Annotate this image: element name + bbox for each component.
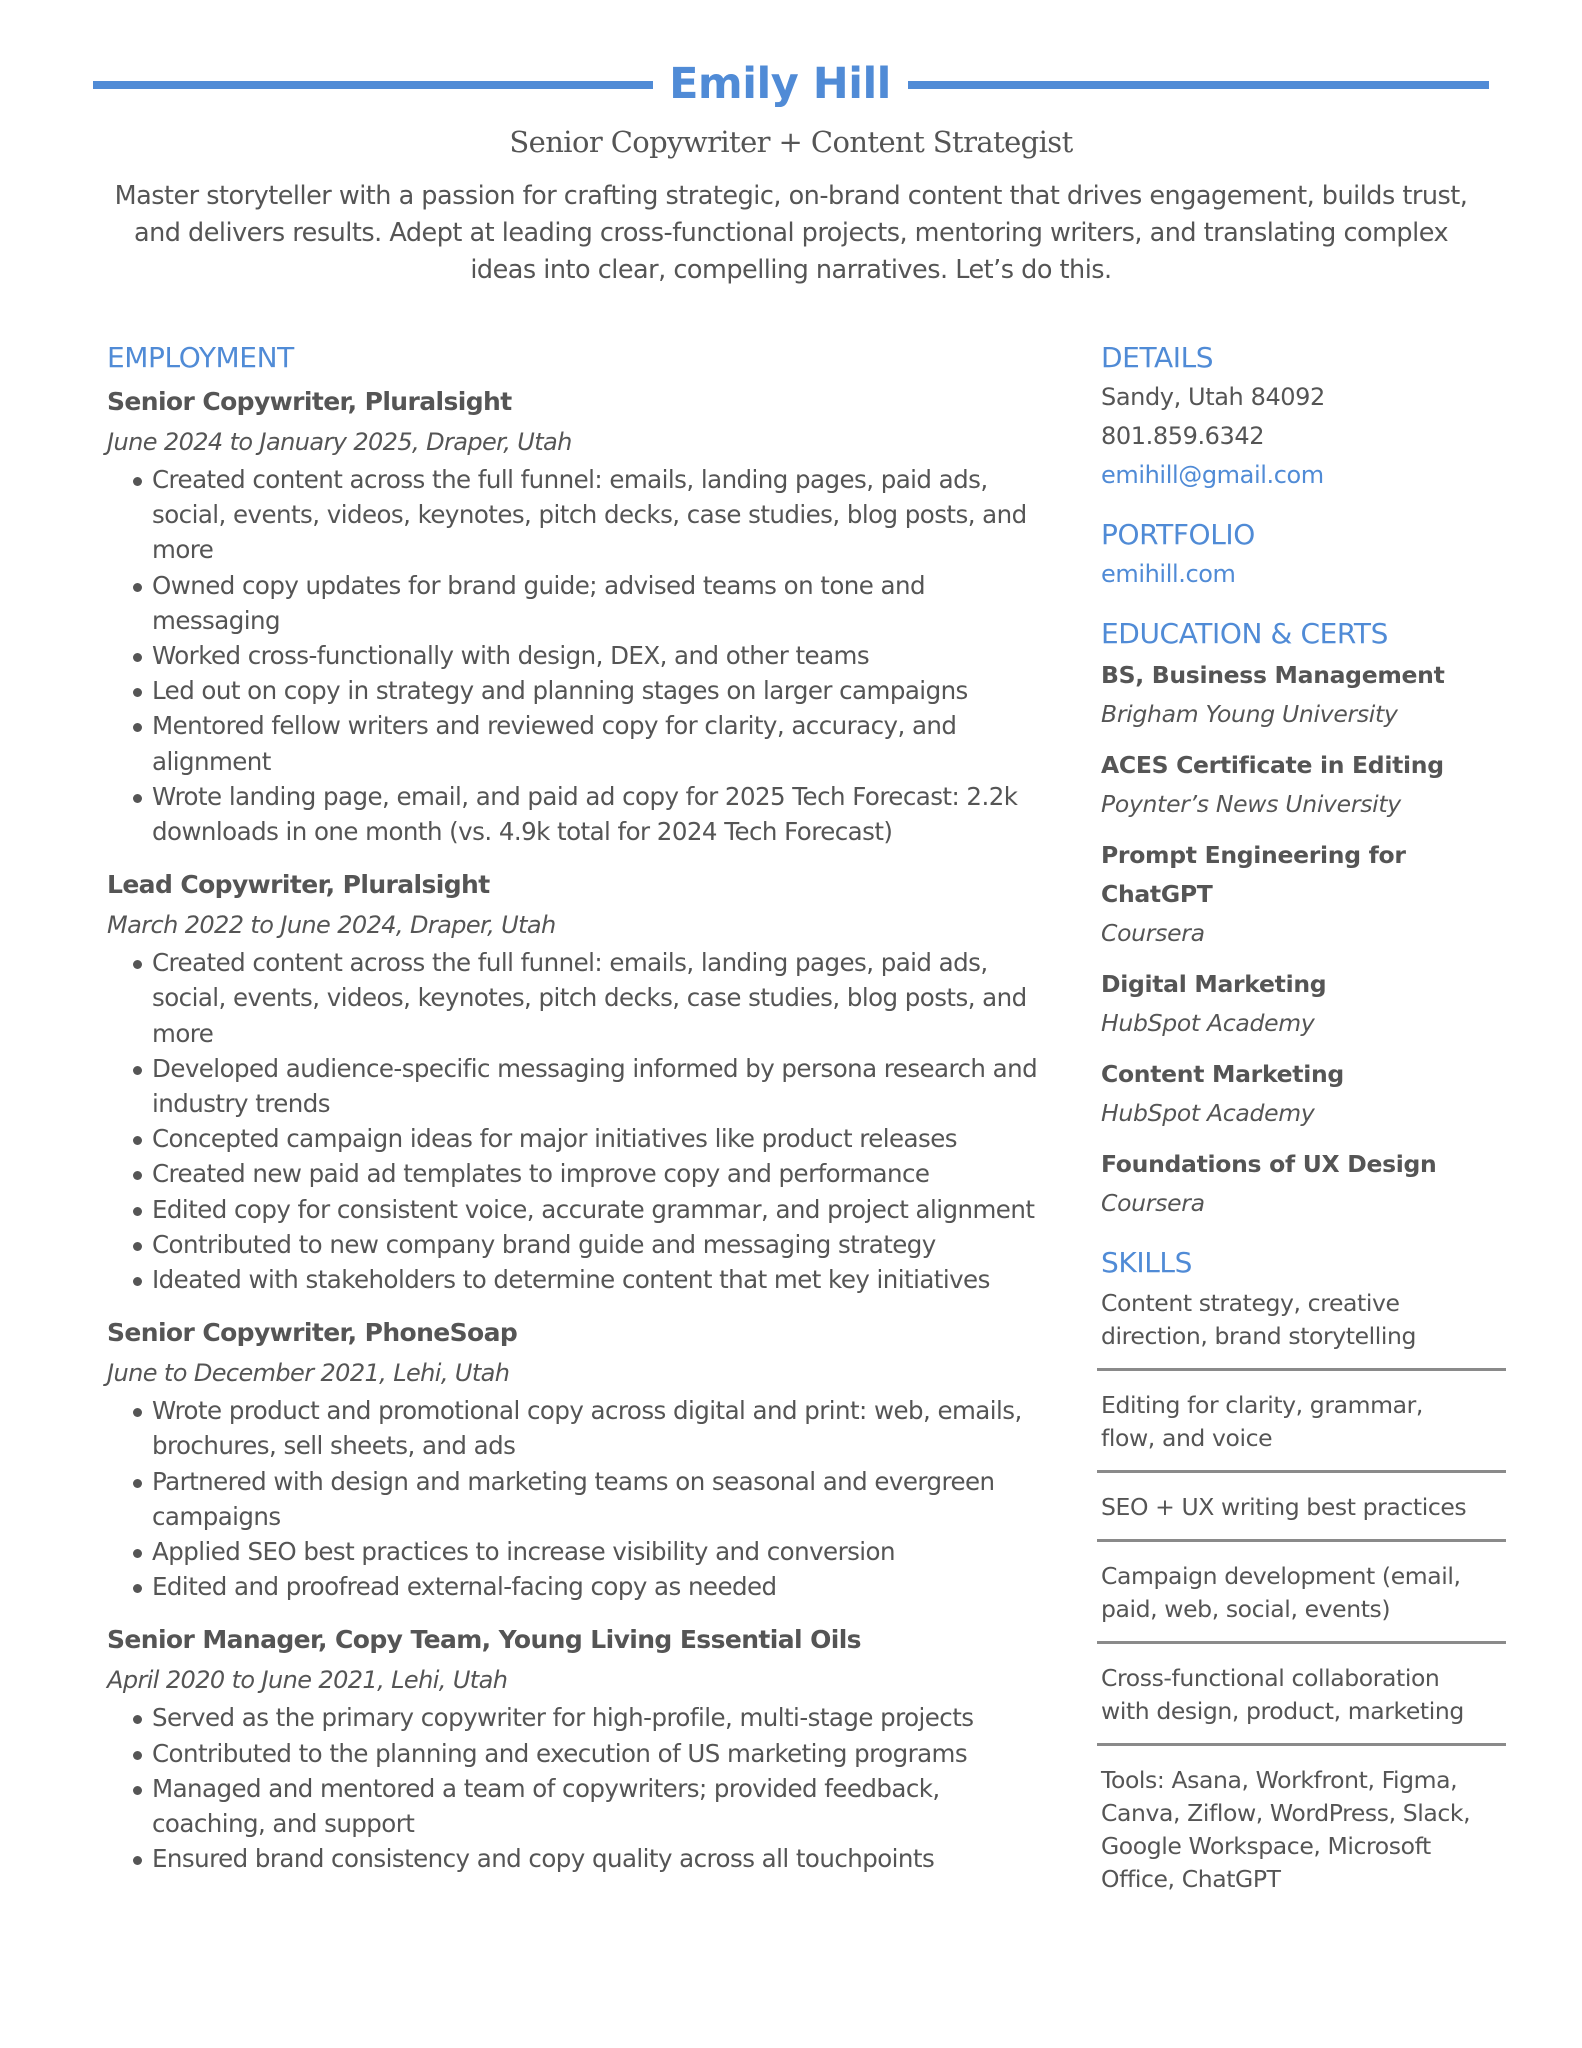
job-bullet (107, 779, 1057, 849)
bullet-dot-icon (133, 960, 142, 969)
bullet-dot-icon (133, 1171, 142, 1180)
job-bullet-text: Ideated with stakeholders to determine content that met key initiatives (152, 1265, 990, 1295)
bullet-dot-icon (133, 1242, 142, 1251)
institution: HubSpot Academy (1101, 1099, 1315, 1127)
job-bullet (107, 1736, 1057, 1771)
skill-item: SEO + UX writing best practices (1101, 1493, 1467, 1521)
portfolio-section (1101, 515, 1521, 594)
credential-title: Digital Marketing (1101, 970, 1327, 998)
bullet-dot-icon (133, 583, 142, 592)
bullet-dot-icon (133, 1751, 142, 1760)
employment-heading: EMPLOYMENT (107, 341, 294, 374)
bullet-dot-icon (133, 794, 142, 803)
bullet-dot-icon (133, 1786, 142, 1795)
headline: Senior Copywriter + Content Strategist (509, 125, 1073, 159)
details-section (1101, 338, 1521, 495)
portfolio-link[interactable]: emihill.com (1101, 560, 1236, 588)
bullet-dot-icon (133, 1856, 142, 1865)
bullet-dot-icon (133, 1549, 142, 1558)
credential-title: ACES Certificate in Editing (1101, 751, 1444, 779)
job-bullet-text: Created new paid ad templates to improve copy and performance (152, 1159, 930, 1189)
job-bullet-text: Worked cross-functionally with design, DEX, and other teams (152, 641, 870, 671)
job-list (107, 382, 1057, 1877)
job-bullet (107, 1121, 1057, 1156)
job-entry (107, 1620, 1057, 1876)
job-bullet (107, 1262, 1057, 1297)
credential-title: Foundations of UX Design (1101, 1150, 1437, 1178)
bullet-dot-icon (133, 1408, 142, 1417)
bullet-dot-icon (133, 653, 142, 662)
details-heading: DETAILS (1101, 341, 1214, 374)
bullet-dot-icon (133, 1715, 142, 1724)
job-bullet-text: Owned copy updates for brand guide; advised teams on tone and messaging (152, 570, 925, 635)
summary: Master storyteller with a passion for crafting strategic, on-brand content that drives engagement, builds trust, and delivers results. Adept at leading cross-functional projects, mentoring writers, and translating complex ideas into clear, compelling narratives. Let’s do this. (114, 181, 1468, 285)
bullet-dot-icon (133, 477, 142, 486)
job-bullet (107, 462, 1057, 568)
job-bullet (107, 568, 1057, 638)
job-entry (107, 382, 1057, 849)
sidebar-column (1101, 338, 1521, 1911)
job-bullet-text: Developed audience-specific messaging informed by persona research and industry trends (152, 1053, 1038, 1119)
credential-title: BS, Business Management (1101, 661, 1445, 689)
education-item (1101, 1145, 1521, 1223)
job-bullet (107, 1051, 1057, 1121)
job-bullet-text: Created content across the full funnel: emails, landing pages, paid ads, social, events, videos, keynotes, pitch decks, case studies, blog posts, and more (152, 948, 1027, 1048)
job-title: Senior Manager, Copy Team, Young Living Essential Oils (107, 1625, 861, 1655)
candidate-name: Emily Hill (669, 59, 891, 109)
education-item (1101, 965, 1521, 1043)
job-dates-location: April 2020 to June 2021, Lehi, Utah (107, 1666, 508, 1695)
bullet-dot-icon (133, 1066, 142, 1075)
employment-column (107, 338, 1057, 1877)
email-link[interactable]: emihill@gmail.com (1101, 461, 1324, 489)
bullet-dot-icon (133, 688, 142, 697)
job-bullet-text: Contributed to new company brand guide and messaging strategy (152, 1229, 936, 1259)
job-bullet-text: Concepted campaign ideas for major initiatives like product releases (152, 1124, 957, 1154)
bullet-dot-icon (133, 723, 142, 732)
institution: Brigham Young University (1101, 700, 1398, 728)
job-bullet-list (107, 1393, 1057, 1604)
job-title: Senior Copywriter, Pluralsight (107, 387, 512, 416)
job-bullet (107, 1464, 1057, 1534)
job-dates-location: June 2024 to January 2025, Draper, Utah (107, 428, 572, 456)
job-bullet-text: Served as the primary copywriter for high-profile, multi-stage projects (152, 1703, 974, 1733)
location: Sandy, Utah 84092 (1101, 383, 1325, 411)
skill-divider (1097, 1470, 1506, 1473)
job-bullet-text: Contributed to the planning and execution of US marketing programs (152, 1738, 968, 1768)
skills-heading: SKILLS (1101, 1246, 1192, 1279)
job-bullet-text: Mentored fellow writers and reviewed copy for clarity, accuracy, and alignment (152, 711, 957, 776)
job-title: Senior Copywriter, PhoneSoap (107, 1318, 518, 1348)
job-bullet-list (107, 1700, 1057, 1876)
portfolio-heading: PORTFOLIO (1101, 518, 1255, 551)
header-rule-left (93, 81, 653, 89)
job-dates-location: June to December 2021, Lehi, Utah (107, 1359, 510, 1388)
bullet-dot-icon (133, 1479, 142, 1488)
job-bullet (107, 1227, 1057, 1262)
job-bullet (107, 708, 1057, 778)
job-dates-location: March 2022 to June 2024, Draper, Utah (107, 911, 556, 940)
skill-item: Editing for clarity, grammar, flow, and voice (1101, 1391, 1423, 1452)
education-item (1101, 836, 1521, 953)
education-heading: EDUCATION & CERTS (1101, 617, 1388, 650)
job-bullet-text: Led out on copy in strategy and planning stages on larger campaigns (152, 676, 968, 706)
job-bullet-text: Partnered with design and marketing teams on seasonal and evergreen campaigns (152, 1466, 995, 1531)
skill-divider (1097, 1743, 1506, 1746)
job-bullet (107, 945, 1057, 1051)
phone: 801.859.6342 (1101, 422, 1265, 450)
job-bullet (107, 1569, 1057, 1604)
header-rule-right (908, 81, 1489, 89)
skill-divider (1097, 1539, 1506, 1542)
skills-list (1101, 1283, 1521, 1911)
skill-item: Cross-functional collaboration with design, product, marketing (1101, 1664, 1464, 1725)
institution: Coursera (1101, 919, 1205, 947)
skills-section (1101, 1243, 1521, 1911)
job-bullet (107, 1771, 1057, 1841)
bullet-dot-icon (133, 1136, 142, 1145)
skill-item: Content strategy, creative direction, brand storytelling (1101, 1289, 1417, 1350)
skill-divider (1097, 1641, 1506, 1644)
job-bullet (107, 1156, 1057, 1191)
job-bullet-text: Edited copy for consistent voice, accurate grammar, and project alignment (152, 1194, 1035, 1224)
job-entry (107, 1313, 1057, 1604)
job-bullet-text: Edited and proofread external-facing copy as needed (152, 1572, 777, 1602)
job-bullet (107, 1192, 1057, 1227)
institution: Poynter’s News University (1101, 790, 1401, 818)
credential-title: Content Marketing (1101, 1060, 1344, 1088)
skill-item: Campaign development (email, paid, web, social, events) (1101, 1562, 1461, 1623)
job-bullet-text: Applied SEO best practices to increase visibility and conversion (152, 1537, 895, 1567)
job-bullet-list (107, 945, 1057, 1297)
job-bullet-text: Wrote landing page, email, and paid ad copy for 2025 Tech Forecast: 2.2k downloads in one month (vs. 4.9k total for 2024 Tech Forecast) (152, 781, 1018, 847)
skill-divider (1097, 1368, 1506, 1371)
job-entry (107, 865, 1057, 1297)
credential-title: Prompt Engineering for ChatGPT (1101, 841, 1406, 908)
education-item (1101, 656, 1521, 734)
institution: HubSpot Academy (1101, 1009, 1315, 1037)
job-bullet (107, 673, 1057, 708)
job-bullet-text: Ensured brand consistency and copy quality across all touchpoints (152, 1844, 935, 1874)
job-bullet (107, 638, 1057, 673)
job-title: Lead Copywriter, Pluralsight (107, 870, 490, 900)
bullet-dot-icon (133, 1584, 142, 1593)
job-bullet-list (107, 462, 1057, 849)
education-section (1101, 614, 1521, 1223)
skill-item: Tools: Asana, Workfront, Figma, Canva, Ziflow, WordPress, Slack, Google Workspace, Microsoft Office, ChatGPT (1101, 1766, 1471, 1893)
institution: Coursera (1101, 1189, 1205, 1217)
bullet-dot-icon (133, 1207, 142, 1216)
bullet-dot-icon (133, 1277, 142, 1286)
job-bullet (107, 1393, 1057, 1463)
job-bullet (107, 1700, 1057, 1735)
education-item (1101, 746, 1521, 824)
education-list (1101, 656, 1521, 1223)
job-bullet-text: Managed and mentored a team of copywriters; provided feedback, coaching, and support (152, 1773, 940, 1839)
job-bullet-text: Created content across the full funnel: emails, landing pages, paid ads, social, events, videos, keynotes, pitch decks, case studies, blog posts, and more (152, 465, 1027, 565)
job-bullet (107, 1534, 1057, 1569)
job-bullet-text: Wrote product and promotional copy across digital and print: web, emails, brochures, sell sheets, and ads (152, 1396, 1022, 1461)
education-item (1101, 1055, 1521, 1133)
job-bullet (107, 1841, 1057, 1876)
